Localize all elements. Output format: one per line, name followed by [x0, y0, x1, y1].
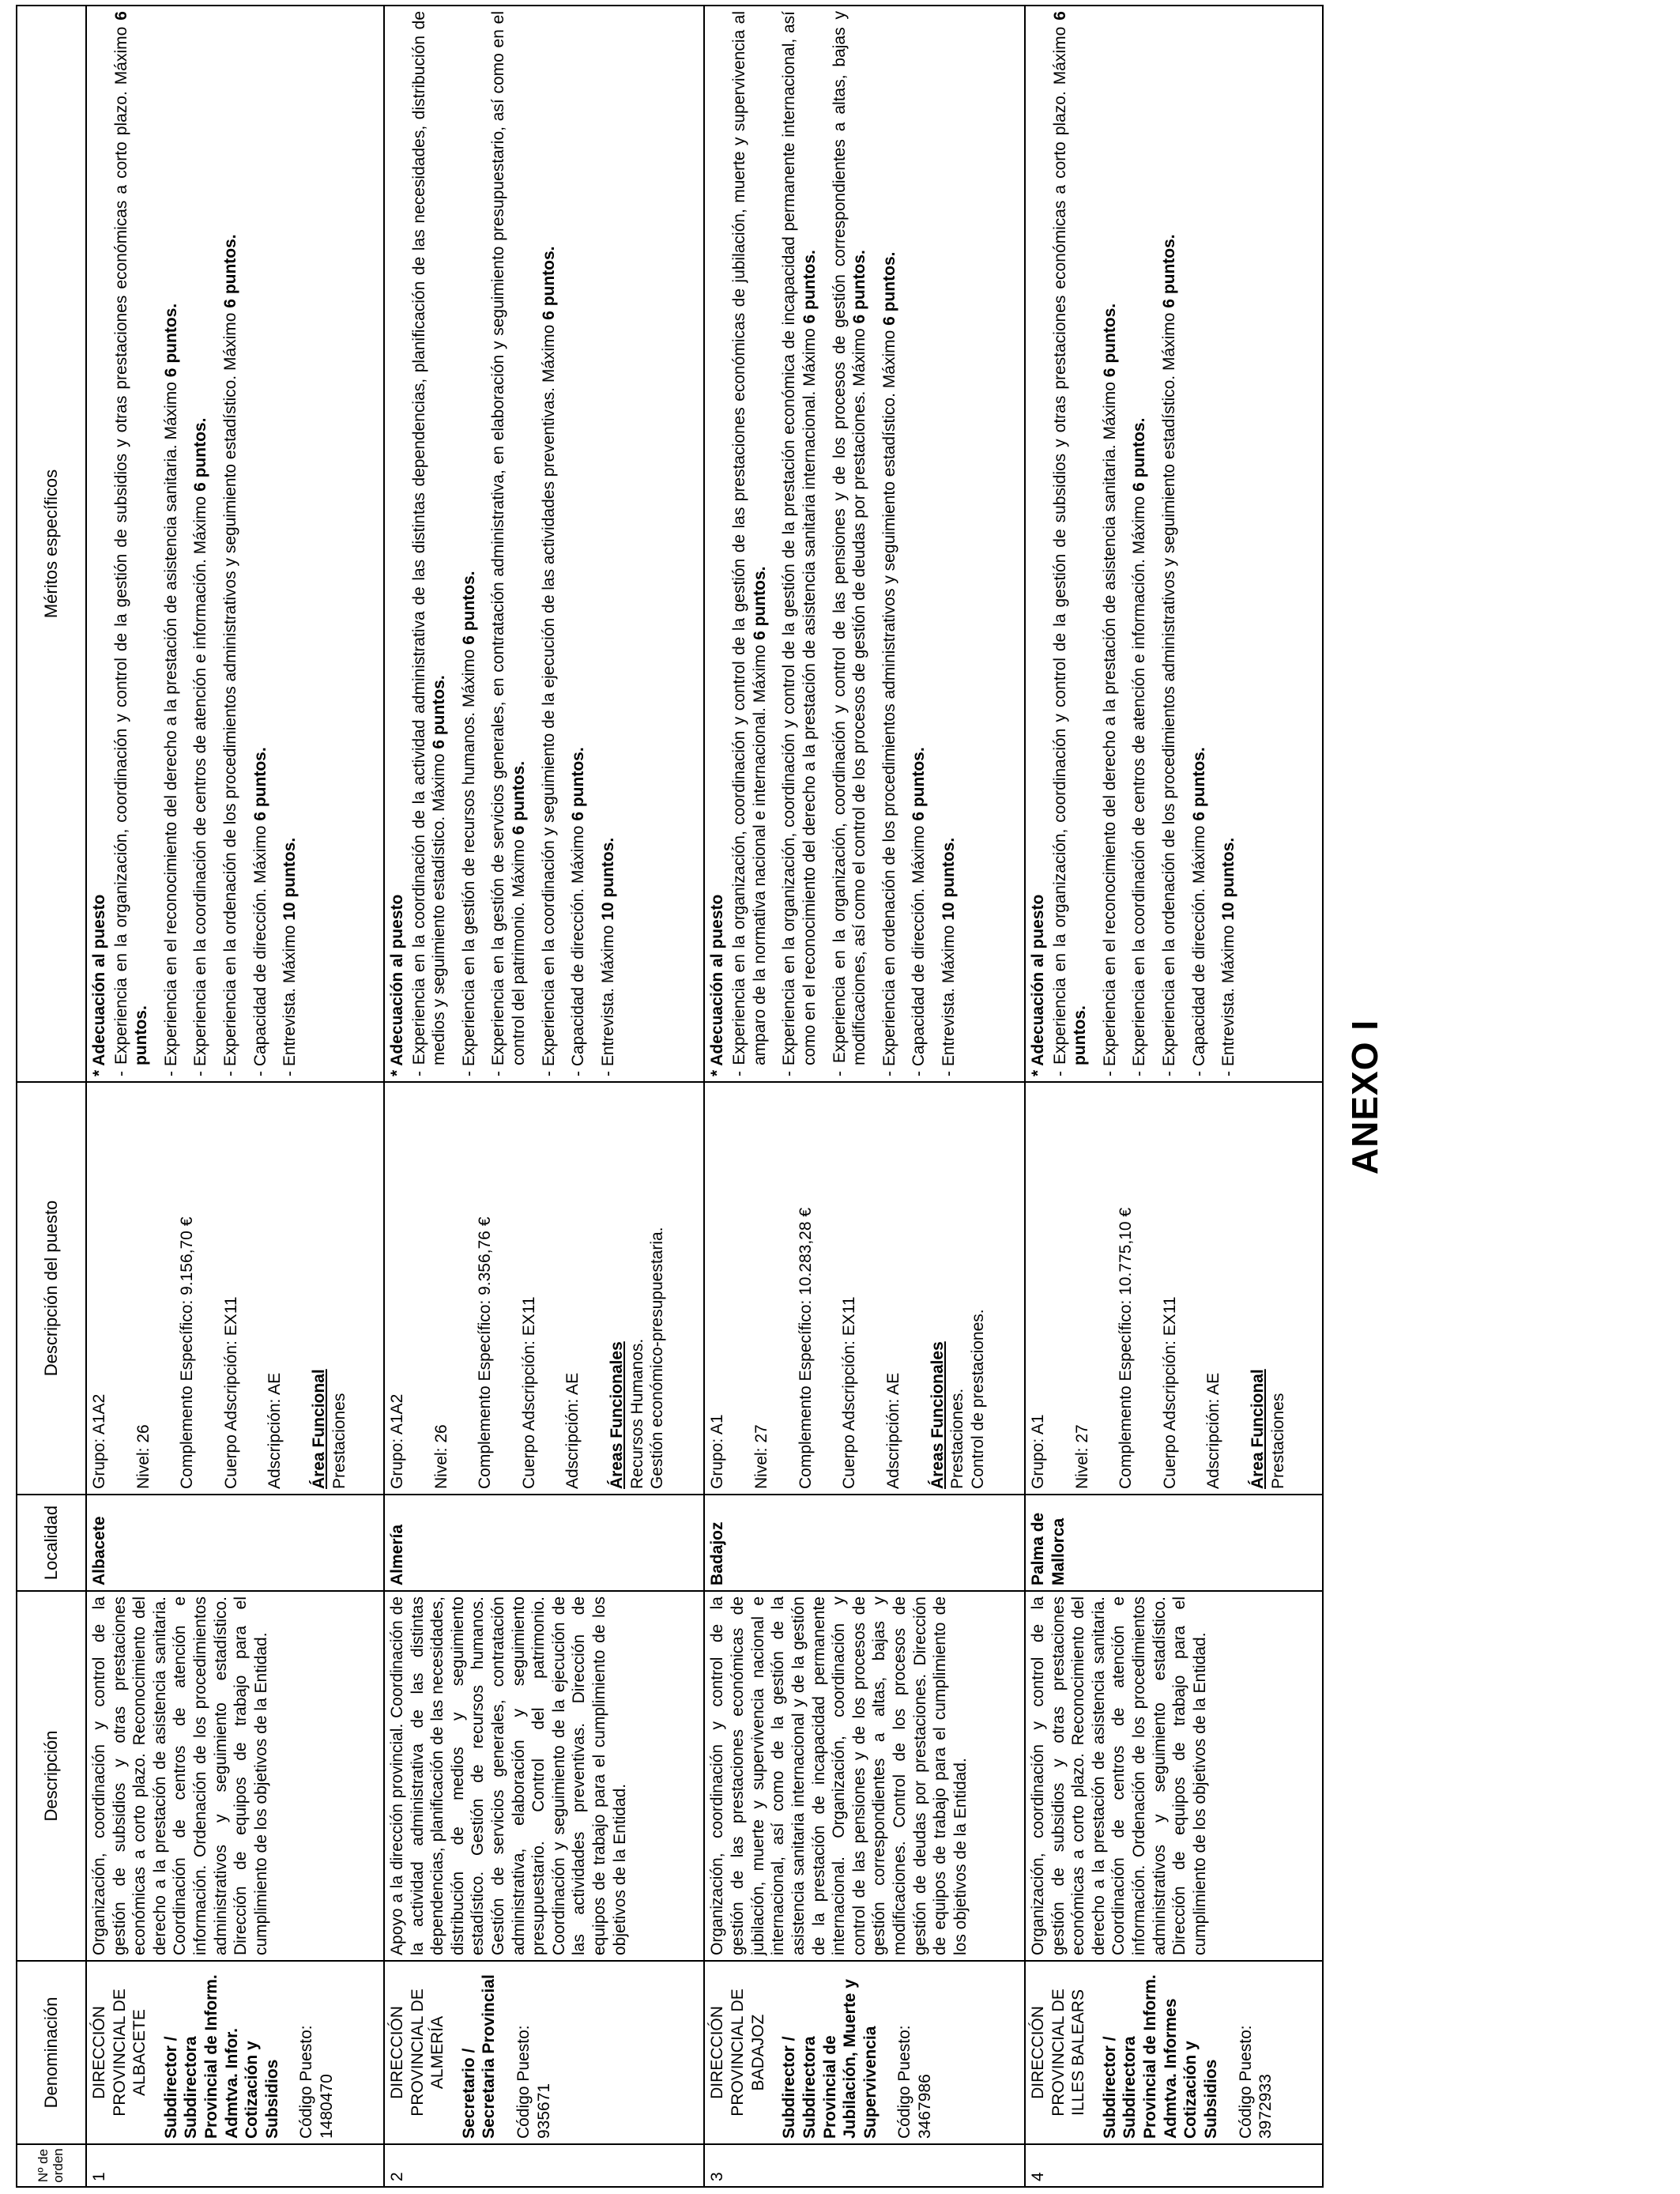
merito-puntos: 6 puntos.	[250, 747, 269, 821]
merito-item	[909, 11, 929, 1076]
merito-text: - Experiencia en la gestión de recursos humanos. Máximo	[459, 644, 478, 1076]
merito-text: - Entrevista. Máximo	[281, 920, 299, 1076]
areas-list	[330, 1088, 350, 1489]
localidad-cell: Badajoz	[704, 1495, 1025, 1591]
adscripcion: Adscripción: AE	[563, 1372, 582, 1489]
meritos-list	[1050, 11, 1239, 1076]
row-num: 3	[704, 2144, 1025, 2187]
cuerpo-adscripcion: Cuerpo Adscripción: EX11	[1160, 1296, 1179, 1489]
table-row	[384, 6, 705, 2187]
merito-item	[568, 11, 589, 1076]
area-item: Control de prestaciones.	[968, 1309, 987, 1489]
header-descripcion: Descripción	[17, 1591, 86, 1961]
descripcion-puesto-cell	[86, 1082, 384, 1495]
areas-list	[947, 1088, 988, 1489]
areas-title: Área Funcional	[1249, 1369, 1268, 1489]
header-denominacion: Denominación	[17, 1961, 86, 2144]
direccion: DIRECCIÓN PROVINCIAL DE ALMERÍA	[387, 1989, 447, 2117]
merito-item	[1159, 11, 1180, 1076]
merito-puntos: 6 puntos.	[800, 250, 819, 324]
meritos-list	[111, 11, 300, 1076]
meritos-title: * Adecuación al puesto	[387, 894, 406, 1076]
merito-text: - Experiencia en la coordinación de centros de atención e información. Máximo	[191, 491, 210, 1076]
meritos-title: * Adecuación al puesto	[708, 894, 727, 1076]
row-num: 1	[86, 2144, 384, 2187]
merito-puntos: 6 puntos.	[191, 417, 210, 492]
descripcion-cell: Organización, coordinación y control de la gestión de las prestaciones económicas de jubilación, muerte y supervivencia nacional e internacional, así como de la gestión de la asistencia sanitaria internacional y de la gestión de la prestación de incapacidad permanente internacional. Organización, coordinación y control de las pensiones y de los procesos de gestión correspondientes a altas, bajas y modificaciones. Control de los procesos de gestión de deudas por prestaciones. Dirección de equipos de trabajo para el cumplimiento de los objetivos de la Entidad.	[704, 1591, 1025, 1961]
merito-item	[190, 11, 211, 1076]
area-item: Recursos Humanos.	[627, 1338, 646, 1489]
merito-puntos: 6 puntos.	[430, 675, 449, 749]
direccion: DIRECCIÓN PROVINCIAL DE ALBACETE	[90, 1989, 149, 2117]
denominacion-cell	[1025, 1961, 1323, 2144]
merito-text: - Experiencia en la organización, coordinación y control de la gestión de las prestaciones económicas de jubilación, muerte y supervivencia al amparo de la normativa nacional e internacional. Máximo	[730, 11, 769, 1076]
cargo: Subdirector / Subdirectora Provincial de Jubilación, Muerte y Supervivencia	[780, 1979, 880, 2139]
merito-text: - Experiencia en la organización, coordinación y control de la gestión de subsidios y otras prestaciones económicas a corto plazo. Máximo	[1050, 20, 1069, 1076]
merito-puntos: 6 puntos.	[1100, 303, 1119, 378]
merito-text: - Experiencia en la gestión de servicios generales, en contratación administrativa, en elaboración y seguimiento presupuestario, así como en el control del patrimonio. Máximo	[489, 11, 528, 1076]
merito-text: - Experiencia en la ordenación de los procedimientos administrativos y seguimiento estadístico. Máximo	[221, 307, 240, 1076]
merito-puntos: 10 puntos.	[939, 837, 958, 921]
cuerpo-adscripcion: Cuerpo Adscripción: EX11	[221, 1296, 240, 1489]
merito-item	[830, 11, 870, 1076]
meritos-title: * Adecuación al puesto	[90, 894, 108, 1076]
merito-text: - Experiencia en ordenación de los procedimientos administrativos y seguimiento estadístico. Máximo	[880, 325, 898, 1076]
meritos-cell	[86, 6, 384, 1082]
merito-text: - Experiencia en la coordinación y seguimiento de la ejecución de las actividades preventivas. Máximo	[539, 319, 558, 1076]
row-num: 2	[384, 2144, 705, 2187]
merito-item	[459, 11, 480, 1076]
merito-text: - Capacidad de dirección. Máximo	[250, 820, 269, 1076]
merito-puntos: 6 puntos.	[1189, 747, 1208, 821]
merito-puntos: 6 puntos.	[880, 251, 898, 326]
merito-puntos: 10 puntos.	[598, 837, 617, 921]
merito-puntos: 6 puntos.	[850, 250, 869, 324]
areas-title: Áreas Funcionales	[928, 1341, 947, 1489]
complemento-especifico: Complemento Específico: 10.283,28 €	[796, 1207, 815, 1489]
merito-item	[598, 11, 619, 1076]
grupo: Grupo: A1A2	[387, 1393, 406, 1489]
meritos-cell	[1025, 6, 1323, 1082]
cargo: Subdirector / Subdirectora Provincial de Inform. Admtva. Informes Cotización y Subsidios	[1100, 1974, 1220, 2139]
merito-text: - Experiencia en la ordenación de los procedimientos administrativos y seguimiento estadístico. Máximo	[1160, 307, 1179, 1076]
complemento-especifico: Complemento Específico: 9.156,70 €	[178, 1216, 197, 1489]
merito-item	[250, 11, 271, 1076]
table-header-row	[17, 6, 86, 2187]
grupo: Grupo: A1	[1029, 1414, 1048, 1489]
complemento-especifico: Complemento Específico: 9.356,76 €	[476, 1216, 495, 1489]
merito-item	[280, 11, 300, 1076]
merito-item	[1219, 11, 1239, 1076]
meritos-cell	[704, 6, 1025, 1082]
area-item: Gestión económico-presupuestaria.	[648, 1227, 667, 1489]
cargo: Subdirector / Subdirectora Provincial de Inform. Admtva. Infor. Cotización y Subsidios	[161, 1974, 281, 2139]
merito-text: - Experiencia en el reconocimiento del derecho a la prestación de asistencia sanitaria. Máximo	[161, 377, 180, 1076]
descripcion-cell: Apoyo a la dirección provincial. Coordinación de la actividad administrativa de las distintas dependencias, planificación de las necesidades, distribución de medios y seguimiento estadístico. Gestión de recursos humanos. Gestión de servicios generales, contratación administrativa, elaboración y seguimiento presupuestario. Control del patrimonio. Coordinación y seguimiento de la ejecución de las actividades preventivas. Dirección de equipos de trabajo para el cumplimiento de los objetivos de la Entidad.	[384, 1591, 705, 1961]
direccion: DIRECCIÓN PROVINCIAL DE ILLES BALEARS	[1029, 1989, 1088, 2117]
adscripcion: Adscripción: AE	[883, 1372, 902, 1489]
merito-puntos: 6 puntos.	[221, 234, 240, 308]
denominacion-cell	[86, 1961, 384, 2144]
merito-item	[1050, 11, 1090, 1076]
merito-text: - Entrevista. Máximo	[939, 920, 958, 1076]
adscripcion: Adscripción: AE	[1204, 1372, 1223, 1489]
nivel: Nivel: 27	[752, 1424, 771, 1489]
localidad-cell: Albacete	[86, 1495, 384, 1591]
table-row	[704, 6, 1025, 2187]
codigo-puesto: Código Puesto: 1480470	[297, 2025, 337, 2139]
page-title: ANEXO I	[1344, 1019, 1385, 1175]
merito-puntos: 6 puntos.	[111, 11, 151, 1065]
merito-puntos: 6 puntos.	[1160, 234, 1179, 308]
header-localidad: Localidad	[17, 1495, 86, 1591]
descripcion-puesto-cell	[384, 1082, 705, 1495]
descripcion-cell: Organización, coordinación y control de la gestión de subsidios y otras prestaciones económicas a corto plazo. Reconocimiento del derecho a la prestación de asistencia sanitaria. Coordinación de centros de atención e información. Ordenación de los procedimientos administrativos y seguimiento estadístico. Dirección de equipos de trabajo para el cumplimiento de los objetivos de la Entidad.	[86, 1591, 384, 1961]
header-meritos: Méritos específicos	[17, 6, 86, 1082]
merito-puntos: 6 puntos.	[459, 571, 478, 645]
descripcion-puesto-cell	[1025, 1082, 1323, 1495]
cuerpo-adscripcion: Cuerpo Adscripción: EX11	[840, 1296, 859, 1489]
meritos-title: * Adecuación al puesto	[1029, 894, 1048, 1076]
merito-item	[220, 11, 241, 1076]
merito-puntos: 6 puntos.	[569, 747, 588, 821]
denominacion-cell	[704, 1961, 1025, 2144]
nivel: Nivel: 26	[431, 1424, 450, 1489]
merito-text: - Capacidad de dirección. Máximo	[1189, 820, 1208, 1076]
merito-text: - Capacidad de dirección. Máximo	[910, 820, 929, 1076]
merito-puntos: 6 puntos.	[161, 303, 180, 378]
merito-puntos: 10 puntos.	[1219, 837, 1238, 921]
merito-item	[539, 11, 559, 1076]
cuerpo-adscripcion: Cuerpo Adscripción: EX11	[519, 1296, 538, 1489]
area-item: Prestaciones	[1268, 1393, 1287, 1489]
areas-list	[1268, 1088, 1289, 1489]
localidad-cell: Palma de Mallorca	[1025, 1495, 1323, 1591]
descripcion-puesto-cell	[704, 1082, 1025, 1495]
merito-text: - Entrevista. Máximo	[598, 920, 617, 1076]
merito-puntos: 6 puntos.	[750, 566, 769, 640]
meritos-cell	[384, 6, 705, 1082]
codigo-puesto: Código Puesto: 935671	[514, 2025, 553, 2139]
merito-text: - Experiencia en la organización, coordinación y control de la gestión de la prestación económica de incapacidad permanente internacional, así como en el reconocimiento del derecho a la prestación de asistencia sanitaria internacional. Máximo	[780, 11, 819, 1076]
area-item: Prestaciones.	[948, 1388, 967, 1489]
codigo-puesto: Código Puesto: 3467986	[895, 2025, 934, 2139]
merito-item	[488, 11, 529, 1076]
merito-puntos: 6 puntos.	[509, 760, 528, 835]
denominacion-cell	[384, 1961, 705, 2144]
table-row	[86, 6, 384, 2187]
adscripcion: Adscripción: AE	[266, 1372, 284, 1489]
areas-title: Área Funcional	[310, 1369, 329, 1489]
meritos-list	[729, 11, 959, 1076]
merito-item	[1129, 11, 1150, 1076]
row-num: 4	[1025, 2144, 1323, 2187]
merito-item	[1100, 11, 1121, 1076]
merito-text: - Experiencia en la coordinación de la actividad administrativa de las distintas dependencias, planificación de las necesidades, distribución de medios y seguimiento estadístico. Máximo	[409, 11, 449, 1076]
merito-puntos: 6 puntos.	[910, 747, 929, 821]
merito-puntos: 6 puntos.	[539, 246, 558, 320]
merito-text: - Experiencia en la organización, coordinación y control de la gestión de subsidios y otras prestaciones económicas a corto plazo. Máximo	[111, 20, 130, 1076]
localidad-cell: Almería	[384, 1495, 705, 1591]
merito-text: - Capacidad de dirección. Máximo	[569, 820, 588, 1076]
areas-title: Áreas Funcionales	[607, 1341, 626, 1489]
area-item: Prestaciones	[330, 1393, 348, 1489]
areas-list	[627, 1088, 668, 1489]
merito-item	[939, 11, 959, 1076]
header-descripcion-puesto: Descripción del puesto	[17, 1082, 86, 1495]
grupo: Grupo: A1A2	[90, 1393, 108, 1489]
merito-item	[729, 11, 770, 1076]
merito-puntos: 10 puntos.	[281, 837, 299, 921]
cargo: Secretario / Secretaria Provincial	[459, 1974, 499, 2139]
merito-item	[161, 11, 182, 1076]
nivel: Nivel: 26	[134, 1424, 153, 1489]
merito-puntos: 6 puntos.	[1130, 417, 1149, 492]
merito-item	[880, 11, 900, 1076]
codigo-puesto: Código Puesto: 3972933	[1236, 2025, 1275, 2139]
merito-text: - Experiencia en el reconocimiento del derecho a la prestación de asistencia sanitaria. Máximo	[1100, 377, 1119, 1076]
merito-text: - Experiencia en la coordinación de centros de atención e información. Máximo	[1130, 491, 1149, 1076]
merito-puntos: 6 puntos.	[1050, 11, 1090, 1065]
merito-item	[1189, 11, 1210, 1076]
merito-text: - Experiencia en la organización, coordinación y control de las pensiones y de los procesos de gestión correspondientes a altas, bajas y modificaciones, así como el control de los procesos de gestión de deudas por prestaciones. Máximo	[830, 11, 869, 1076]
header-num: Nº de orden	[17, 2144, 86, 2187]
meritos-list	[409, 11, 619, 1076]
descripcion-cell: Organización, coordinación y control de la gestión de subsidios y otras prestaciones económicas a corto plazo. Reconocimiento del derecho a la prestación de asistencia sanitaria. Coordinación de centros de atención e información. Ordenación de los procedimientos administrativos y seguimiento estadístico. Dirección de equipos de trabajo para el cumplimiento de los objetivos de la Entidad.	[1025, 1591, 1323, 1961]
merito-item	[779, 11, 819, 1076]
grupo: Grupo: A1	[708, 1414, 727, 1489]
direccion: DIRECCIÓN PROVINCIAL DE BADAJOZ	[708, 1989, 767, 2117]
merito-text: - Entrevista. Máximo	[1219, 920, 1238, 1076]
merito-item	[409, 11, 450, 1076]
complemento-especifico: Complemento Específico: 10.775,10 €	[1117, 1207, 1136, 1489]
anexo-table	[16, 5, 1324, 2188]
table-row	[1025, 6, 1323, 2187]
merito-item	[111, 11, 152, 1076]
nivel: Nivel: 27	[1072, 1424, 1091, 1489]
